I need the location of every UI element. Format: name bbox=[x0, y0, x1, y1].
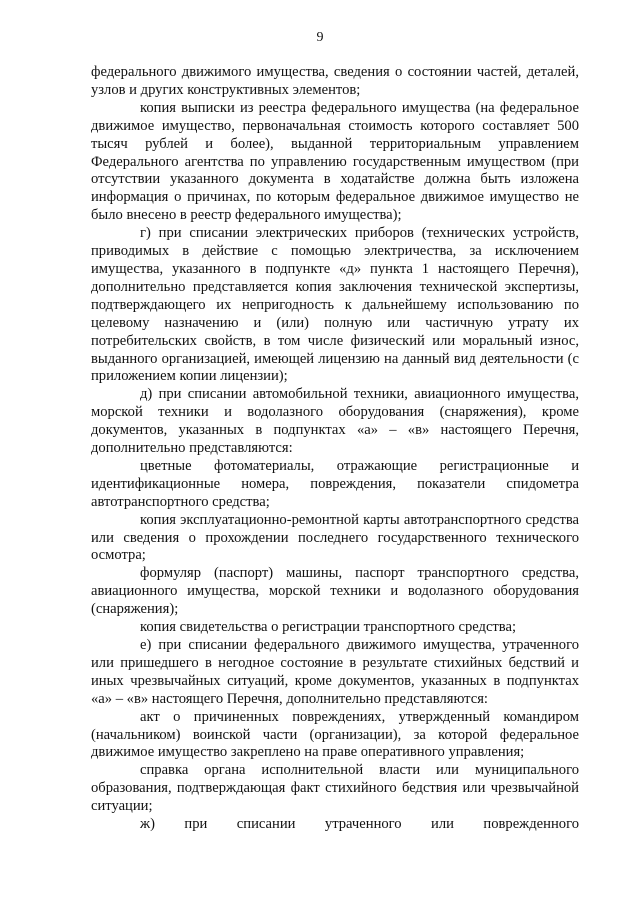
paragraph-natural-disasters: е) при списании федерального движимого имущества, утраченного или пришедшего в негодное состояние в результате стихийных бедствий и иных чрезвычайных ситуаций, кроме документов, указанных в подпунктах «а» – «в» настоящего Перечня, дополнительно представляются: bbox=[91, 637, 579, 707]
page-number: 9 bbox=[316, 30, 324, 45]
paragraph-color-photos: цветные фотоматериалы, отражающие регистрационные и идентификационные номера, повреждения, показатели спидометра автотранспортного средства; bbox=[91, 457, 579, 510]
paragraph-repair-card: копия эксплуатационно-ремонтной карты автотранспортного средства или сведения о прохождении последнего государственного технического осмотра; bbox=[91, 511, 579, 564]
paragraph-electrical-devices: г) при списании электрических приборов (технических устройств, приводимых в действие с помощью электричества, за исключением имущества, указанного в подпункте «д» пункта 1 настоящего Перечня), дополнительно представляется копия заключения технической экспертизы, подтверждающего их непригодность к дальнейшему использованию по целевому назначению и (или) полную или частичную утрату их потребительских свойств, в том числе физический или моральный износ, выданного организацией, имеющей лицензию на данный вид деятельности (с приложением копии лицензии); bbox=[91, 225, 579, 385]
paragraph-property-details: федерального движимого имущества, сведения о состоянии частей, деталей, узлов и других конструктивных элементов; bbox=[91, 64, 579, 98]
paragraph-lost-property: ж) при списании утраченного или поврежденного bbox=[140, 816, 579, 833]
paragraph-vehicle-passport: формуляр (паспорт) машины, паспорт транспортного средства, авиационного имущества, морской техники и водолазного оборудования (снаряжения); bbox=[91, 565, 579, 618]
document-body bbox=[91, 64, 579, 834]
paragraph-damage-act: акт о причиненных повреждениях, утвержденный командиром (начальником) воинской части (организации), за которой федеральное движимое имущество закреплено на праве оперативного управления; bbox=[91, 708, 579, 761]
paragraph-authority-certificate: справка органа исполнительной власти или муниципального образования, подтверждающая факт стихийного бедствия или чрезвычайной ситуации; bbox=[91, 762, 579, 815]
paragraph-registry-extract: копия выписки из реестра федерального имущества (на федеральное движимое имущество, первоначальная стоимость которого составляет 500 тысяч рублей и более), выданной территориальным управлением Федерального агентства по управлению государственным имуществом (при отсутствии указанного документа в ходатайстве должна быть изложена информация о причинах, по которым федеральное движимое имущество не было внесено в реестр федерального имущества); bbox=[91, 99, 579, 224]
paragraph-vehicles: д) при списании автомобильной техники, авиационного имущества, морской техники и водолазного оборудования (снаряжения), кроме документов, указанных в подпунктах «а» – «в» настоящего Перечня, дополнительно представляются: bbox=[91, 386, 579, 457]
paragraph-registration-certificate: копия свидетельства о регистрации транспортного средства; bbox=[140, 619, 517, 636]
